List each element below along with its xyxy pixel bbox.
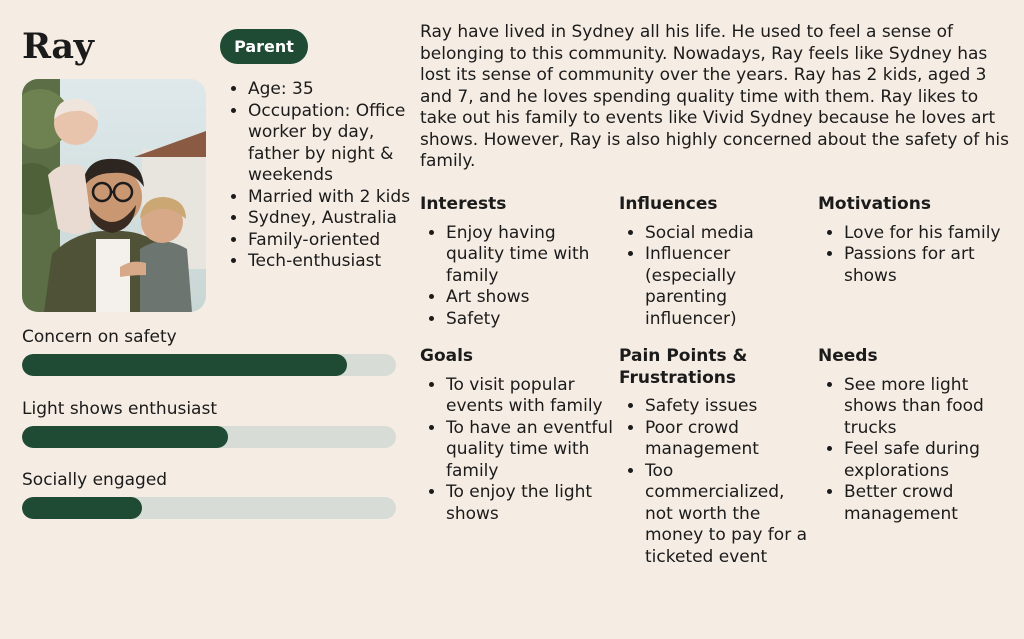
list-item: • Art shows <box>446 287 615 309</box>
section-list <box>619 396 814 568</box>
family-photo-icon <box>22 79 206 312</box>
section-list <box>818 223 1013 288</box>
list-item: • Safety issues <box>645 396 814 418</box>
fact-occupation: • Occupation: Office worker by day, father by night & weekends <box>248 101 430 187</box>
list-item: • Better crowd management <box>844 482 1013 525</box>
list-item: • Influencer (especially parenting influencer) <box>645 244 814 330</box>
section-title: Pain Points & Frustrations <box>619 346 748 388</box>
fact-age: • Age: 35 <box>248 79 430 101</box>
persona-photo <box>22 79 206 312</box>
meter-fill <box>22 426 228 448</box>
section-list <box>619 223 814 331</box>
meter-safety-concern <box>22 326 396 376</box>
persona-name: Ray <box>22 26 94 67</box>
meter-label: Socially engaged <box>22 470 168 490</box>
meter-fill <box>22 497 142 519</box>
section-title: Interests <box>420 194 507 214</box>
section-list <box>818 375 1013 526</box>
meter-social <box>22 469 396 519</box>
list-item: • Enjoy having quality time with family <box>446 223 615 288</box>
section-motivations <box>818 194 1013 287</box>
meter-track <box>22 426 396 448</box>
meter-track <box>22 354 396 376</box>
persona-bio: Ray have lived in Sydney all his life. He used to feel a sense of belonging to this community. Nowadays, Ray feels like Sydney has lost its sense of community over the years. Ray has 2 kids, aged 3 and 7, and he loves spending quality time with them. Ray likes to take out his family to events like Vivid Sydney because he loves art shows. However, Ray is also highly concerned about the safety of his family. <box>420 22 1010 171</box>
list-item: • Safety <box>446 309 615 331</box>
list-item: • Social media <box>645 223 814 245</box>
persona-facts-list <box>226 79 430 273</box>
meter-fill <box>22 354 347 376</box>
section-influences <box>619 194 814 330</box>
section-title: Motivations <box>818 194 931 214</box>
fact-family: • Married with 2 kids <box>248 187 430 209</box>
list-item: • Passions for art shows <box>844 244 1013 287</box>
section-title: Needs <box>818 346 878 366</box>
persona-tag-badge: Parent <box>220 29 308 64</box>
list-item: • To enjoy the light shows <box>446 482 615 525</box>
fact-trait-tech: • Tech-enthusiast <box>248 251 430 273</box>
section-list <box>420 375 615 526</box>
meter-label: Concern on safety <box>22 327 177 347</box>
section-interests <box>420 194 615 330</box>
section-goals <box>420 346 615 525</box>
section-title: Goals <box>420 346 474 366</box>
section-title: Influences <box>619 194 718 214</box>
list-item: • To have an eventful quality time with family <box>446 418 615 483</box>
list-item: • Poor crowd management <box>645 418 814 461</box>
meter-light-shows <box>22 398 396 448</box>
meter-label: Light shows enthusiast <box>22 399 217 419</box>
meter-track <box>22 497 396 519</box>
list-item: • Too commercialized, not worth the money to pay for a ticketed event <box>645 461 814 569</box>
list-item: • To visit popular events with family <box>446 375 615 418</box>
list-item: • Love for his family <box>844 223 1013 245</box>
section-list <box>420 223 615 331</box>
list-item: • See more light shows than food trucks <box>844 375 1013 440</box>
fact-trait-family: • Family-oriented <box>248 230 430 252</box>
list-item: • Feel safe during explorations <box>844 439 1013 482</box>
section-pain-points <box>619 346 814 568</box>
section-needs <box>818 346 1013 525</box>
fact-location: • Sydney, Australia <box>248 208 430 230</box>
